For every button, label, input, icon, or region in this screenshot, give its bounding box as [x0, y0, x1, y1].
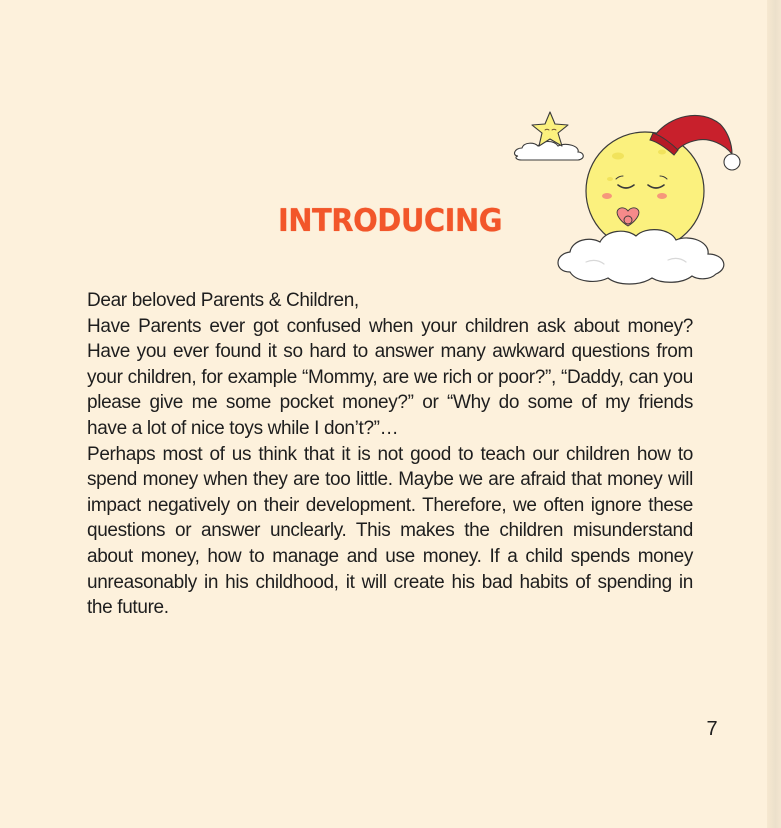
star-icon [532, 112, 568, 146]
intro-paragraph-1: Have Parents ever got confused when your children ask about money? Have you ever found it so hard to answer many awkward questions from your children, for example “Mommy, are we rich or poor?”, “Daddy, can you please give me some pocket money?” or “Why do some of my friends have a lot of nice toys while I don’t?”… [87, 315, 693, 439]
cloud-icon [558, 230, 724, 284]
intro-paragraph-2: Perhaps most of us think that it is not good to teach our children how to spend money when they are too little. Maybe we are afraid that money will impact negatively on their development. Therefore, we often ignore these questions or answer unclearly. This makes the children misunderstand about money, how to manage and use money. If a child spends money unreasonably in his childhood, it will create his bad habits of spending in the future. [87, 443, 693, 619]
page-edge-shadow [767, 0, 781, 828]
greeting-line: Dear beloved Parents & Children, [87, 290, 359, 311]
intro-text [87, 288, 693, 621]
moon-illustration [510, 104, 746, 288]
small-cloud-icon [515, 142, 584, 161]
page-title: INTRODUCING [277, 201, 503, 239]
page-number: 7 [706, 718, 718, 740]
